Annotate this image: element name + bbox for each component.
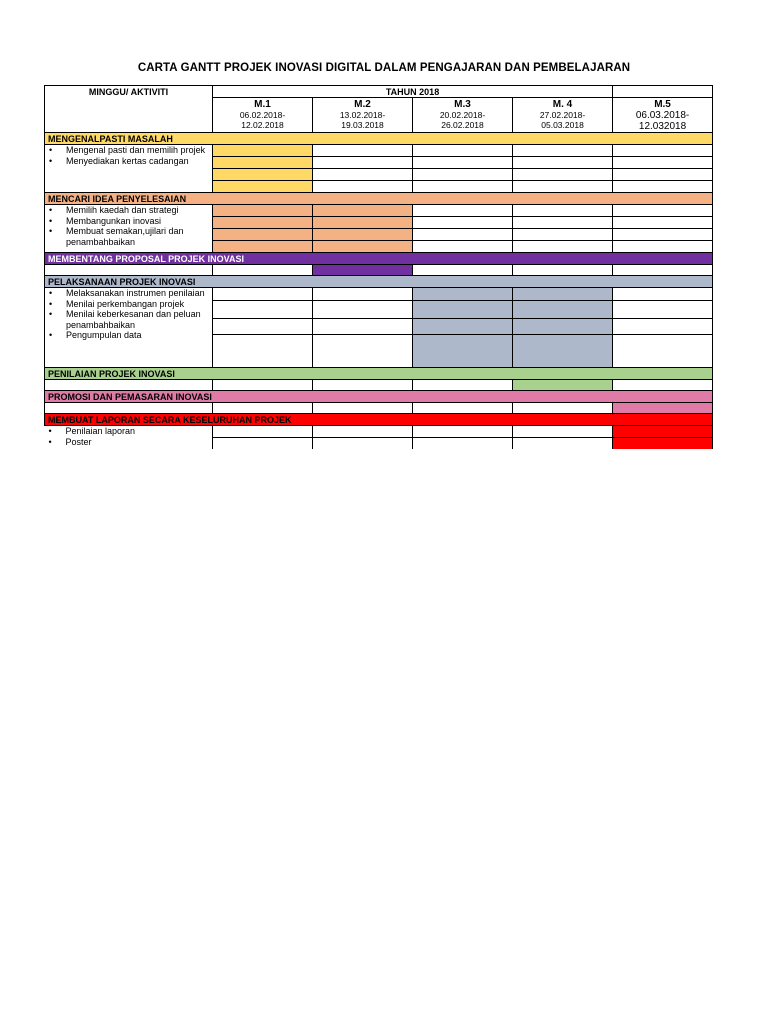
- section-row-laporan: [45, 414, 713, 426]
- gantt-bar: [213, 157, 313, 169]
- activity-list: [45, 205, 213, 253]
- task-row: [45, 288, 713, 301]
- week-4-header: M. 4 27.02.2018- 05.03.2018: [513, 98, 613, 133]
- section-title: MENCARI IDEA PENYELESAIAN: [45, 193, 713, 205]
- section-title: PROMOSI DAN PEMASARAN INOVASI: [45, 391, 713, 403]
- section-row-promosi: [45, 391, 713, 403]
- week-3-header: M.3 20.02.2018- 26.02.2018: [413, 98, 513, 133]
- section-title: PENILAIAN PROJEK INOVASI: [45, 368, 713, 380]
- task-row: [45, 145, 713, 157]
- week-1-header: M.1 06.02.2018- 12.02.2018: [213, 98, 313, 133]
- gantt-bar: [213, 217, 313, 229]
- list-item: • Menyediakan kertas cadangan: [66, 156, 212, 167]
- gantt-bar: [613, 438, 713, 450]
- gantt-bar: [413, 288, 513, 301]
- list-item: • Membangunkan inovasi: [66, 216, 212, 227]
- gantt-bar: [513, 335, 613, 368]
- list-item: • Penilaian laporan: [66, 426, 213, 437]
- section-row-mencari-idea: [45, 193, 713, 205]
- task-row: [45, 265, 713, 276]
- activity-list: [45, 145, 213, 193]
- gantt-bar: [513, 319, 613, 335]
- activity-list: [45, 426, 213, 450]
- gantt-bar: [413, 319, 513, 335]
- section-row-mengenalpasti: [45, 133, 713, 145]
- gantt-bar: [613, 426, 713, 438]
- gantt-bar: [313, 265, 413, 276]
- week-2-header: M.2 13.02.2018- 19.03.2018: [313, 98, 413, 133]
- section-row-pelaksanaan: [45, 276, 713, 288]
- task-row: [45, 426, 713, 438]
- section-row-penilaian: [45, 368, 713, 380]
- gantt-bar: [413, 301, 513, 319]
- gantt-bar: [513, 380, 613, 391]
- gantt-table: [44, 85, 713, 449]
- gantt-bar: [213, 229, 313, 241]
- chart-title: CARTA GANTT PROJEK INOVASI DIGITAL DALAM PENGAJARAN DAN PEMBELAJARAN: [137, 62, 631, 74]
- list-item: • Membuat semakan,ujilari dan penambahbaikan: [66, 226, 212, 247]
- section-title: MEMBUAT LAPORAN SECARA KESELURUHAN PROJEK: [45, 414, 713, 426]
- section-title: MEMBENTANG PROPOSAL PROJEK INOVASI: [45, 253, 713, 265]
- gantt-bar: [213, 205, 313, 217]
- task-row: [45, 403, 713, 414]
- year-header-blank: [613, 86, 713, 98]
- section-title: MENGENALPASTI MASALAH: [45, 133, 713, 145]
- gantt-bar: [213, 145, 313, 157]
- week-5-header: M.5 06.03.2018- 12.032018: [613, 98, 713, 133]
- gantt-bar: [313, 205, 413, 217]
- list-item: • Mengenal pasti dan memilih projek: [66, 145, 212, 156]
- gantt-bar: [213, 241, 313, 253]
- task-row: [45, 380, 713, 391]
- list-item: • Menilai perkembangan projek: [66, 299, 212, 310]
- gantt-bar: [213, 181, 313, 193]
- section-title: PELAKSANAAN PROJEK INOVASI: [45, 276, 713, 288]
- gantt-bar: [613, 403, 713, 414]
- gantt-bar: [213, 169, 313, 181]
- gantt-bar: [313, 217, 413, 229]
- gantt-bar: [413, 335, 513, 368]
- gantt-bar: [313, 241, 413, 253]
- list-item: • Melaksanakan instrumen penilaian: [66, 288, 212, 299]
- activity-header: MINGGU/ AKTIVITI: [45, 86, 213, 133]
- gantt-bar: [313, 229, 413, 241]
- list-item: • Menilai keberkesanan dan peluan penambahbaikan: [66, 309, 212, 330]
- gantt-bar: [513, 288, 613, 301]
- gantt-bar: [513, 301, 613, 319]
- task-row: [45, 205, 713, 217]
- list-item: • Pengumpulan data: [66, 330, 212, 341]
- list-item: • Memilih kaedah dan strategi: [66, 205, 212, 216]
- header-row: [45, 86, 713, 98]
- list-item: • Poster: [66, 437, 213, 448]
- section-row-membentang: [45, 253, 713, 265]
- activity-list: [45, 288, 213, 368]
- year-header: TAHUN 2018: [213, 86, 613, 98]
